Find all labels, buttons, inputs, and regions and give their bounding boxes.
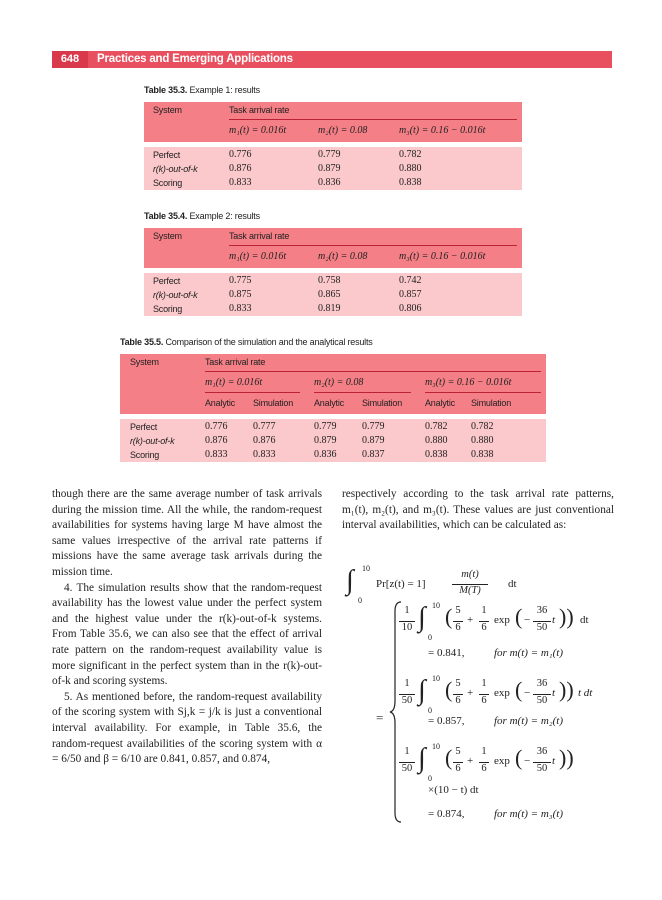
right-column-text <box>342 487 614 534</box>
table1-header <box>144 102 522 142</box>
equation-term: Pr[z(t) = 1] <box>376 578 426 590</box>
table2-rate-header: Task arrival rate <box>229 231 290 241</box>
variable-t: t <box>552 687 556 699</box>
equation-term: t dt <box>578 687 593 699</box>
running-header-title: Practices and Emerging Applications <box>97 53 293 65</box>
exp-term: exp <box>494 614 510 626</box>
equation-term: dt <box>580 614 589 626</box>
table1-cell: 0.879 <box>318 163 341 174</box>
equation-term: ×(10 − t) dt <box>428 784 479 796</box>
result-value: = 0.857, <box>428 715 465 727</box>
table3-cell: 0.837 <box>362 449 385 460</box>
table2-row-label: r(k)-out-of-k <box>153 290 198 300</box>
table1-system-header: System <box>153 105 182 115</box>
table1-row-label: r(k)-out-of-k <box>153 164 198 174</box>
table3-subheader-simulation: Simulation <box>471 398 512 408</box>
fraction-denominator: 6 <box>455 622 461 633</box>
page-number: 648 <box>52 51 88 68</box>
table3-subheader-simulation: Simulation <box>253 398 294 408</box>
left-brace <box>389 601 403 823</box>
table1-cell: 0.880 <box>399 163 422 174</box>
table1-caption: Table 35.3. Example 1: results <box>144 85 260 95</box>
table3-subheader-analytic: Analytic <box>314 398 344 408</box>
table3-cell: 0.876 <box>205 435 228 446</box>
table1-col-m3: m₃(t) = 0.16 − 0.016t <box>399 125 486 136</box>
table2-cell: 0.875 <box>229 289 252 300</box>
fraction-denominator: 50 <box>536 763 548 774</box>
table3-cell: 0.880 <box>425 435 448 446</box>
result-value: = 0.841, <box>428 647 465 659</box>
integral-lower: 0 <box>428 774 432 783</box>
table1-cell: 0.776 <box>229 149 252 160</box>
table3-subheader-analytic: Analytic <box>205 398 235 408</box>
table3-caption: Table 35.5. Comparison of the simulation and the analytical results <box>120 337 373 347</box>
table3-cell: 0.833 <box>253 449 276 460</box>
table3-cell: 0.838 <box>471 449 494 460</box>
table3-row-label: Scoring <box>130 450 160 460</box>
fraction-numerator: 1 <box>404 746 410 757</box>
table3-cell: 0.879 <box>314 435 337 446</box>
integral-lower: 0 <box>428 633 432 642</box>
fraction-denominator: 50 <box>536 695 548 706</box>
table2-row-label: Scoring <box>153 304 183 314</box>
fraction-denominator: 6 <box>481 763 487 774</box>
result-condition: for m(t) = m₃(t) <box>494 808 563 820</box>
table1-row-label: Scoring <box>153 178 183 188</box>
table3-cell: 0.836 <box>314 449 337 460</box>
table3-system-header: System <box>130 357 159 367</box>
exp-term: exp <box>494 687 510 699</box>
paragraph: respectively according to the task arrival rate patterns, m₁(t), m₂(t), and m₃(t). These values are just conventional interval availabilities, which can be calculated as: <box>342 488 614 532</box>
table2-cell: 0.758 <box>318 275 341 286</box>
table2-caption: Table 35.4. Example 2: results <box>144 211 260 221</box>
table3-row-label: r(k)-out-of-k <box>130 436 175 446</box>
table2-cell: 0.865 <box>318 289 341 300</box>
table3-cell: 0.879 <box>362 435 385 446</box>
paragraph: 5. As mentioned before, the random-request availability of the scoring system with Sj,k = j/k is just a conventional interval availability. For example, in Table 35.6, the random-request availabilities of the scoring system with α = 6/50 and β = 6/10 are 0.841, 0.857, and 0.874, <box>52 690 322 766</box>
table3-cell: 0.782 <box>425 421 448 432</box>
table2-header <box>144 228 522 268</box>
fraction-numerator: 5 <box>455 605 461 616</box>
table3-cell: 0.776 <box>205 421 228 432</box>
result-value: = 0.874, <box>428 808 465 820</box>
integral-sign: ∫ <box>418 743 426 774</box>
table3-cell: 0.777 <box>253 421 276 432</box>
fraction-numerator: 1 <box>481 678 487 689</box>
table3-col-m1: m₁(t) = 0.016t <box>205 377 263 388</box>
fraction-denominator: M(T) <box>459 585 481 596</box>
table3-row-label: Perfect <box>130 422 158 432</box>
fraction-numerator: 1 <box>404 678 410 689</box>
variable-t: t <box>552 614 556 626</box>
integral-upper: 10 <box>362 564 370 573</box>
table1-rate-header: Task arrival rate <box>229 105 290 115</box>
table3-col-m2: m₂(t) = 0.08 <box>314 377 364 388</box>
table2-row-label: Perfect <box>153 276 181 286</box>
integral-sign: ∫ <box>346 565 354 596</box>
fraction-numerator: 1 <box>481 746 487 757</box>
table1-cell: 0.833 <box>229 177 252 188</box>
left-column-text <box>52 487 322 768</box>
integral-sign: ∫ <box>418 602 426 633</box>
table1-row-label: Perfect <box>153 150 181 160</box>
table3-cell: 0.880 <box>471 435 494 446</box>
integral-sign: ∫ <box>418 675 426 706</box>
variable-t: t <box>552 755 556 767</box>
table1-cell: 0.779 <box>318 149 341 160</box>
result-condition: for m(t) = m₁(t) <box>494 647 563 659</box>
table3-col-m3: m₃(t) = 0.16 − 0.016t <box>425 377 512 388</box>
integral-upper: 10 <box>432 601 440 610</box>
fraction-numerator: 36 <box>536 605 548 616</box>
integral-lower: 0 <box>428 706 432 715</box>
table3-subheader-simulation: Simulation <box>362 398 403 408</box>
table3-subheader-analytic: Analytic <box>425 398 455 408</box>
table2-cell: 0.806 <box>399 303 422 314</box>
table2-col-m1: m₁(t) = 0.016t <box>229 251 287 262</box>
table3-cell: 0.838 <box>425 449 448 460</box>
fraction-numerator: m(t) <box>461 569 479 580</box>
fraction-numerator: 36 <box>536 678 548 689</box>
integral-upper: 10 <box>432 674 440 683</box>
fraction-numerator: 5 <box>455 678 461 689</box>
table2-cell: 0.742 <box>399 275 422 286</box>
exp-term: exp <box>494 755 510 767</box>
integral-lower: 0 <box>358 596 362 605</box>
table2-cell: 0.775 <box>229 275 252 286</box>
paragraph: 4. The simulation results show that the random-request availability has the lowest value under the perfect system and the highest value under the r(k)-out-of-k systems. From Table 35.6, we can also see that the effect of arrival rate pattern on the random-request availability value is more significant in the perfect system than in the r(k)-out-of-k and scoring systems. <box>52 581 322 688</box>
table2-cell: 0.833 <box>229 303 252 314</box>
fraction-numerator: 1 <box>481 605 487 616</box>
fraction-denominator: 6 <box>455 695 461 706</box>
table2-col-m2: m₂(t) = 0.08 <box>318 251 368 262</box>
fraction-denominator: 10 <box>401 622 413 633</box>
equals-sign: = <box>376 710 384 725</box>
table2-col-m3: m₃(t) = 0.16 − 0.016t <box>399 251 486 262</box>
table1-cell: 0.836 <box>318 177 341 188</box>
result-condition: for m(t) = m₂(t) <box>494 715 563 727</box>
fraction-denominator: 50 <box>536 622 548 633</box>
table1-cell: 0.782 <box>399 149 422 160</box>
table2-cell: 0.857 <box>399 289 422 300</box>
table3-cell: 0.876 <box>253 435 276 446</box>
fraction-numerator: 36 <box>536 746 548 757</box>
fraction-denominator: 6 <box>481 622 487 633</box>
table1-col-m2: m₂(t) = 0.08 <box>318 125 368 136</box>
integral-upper: 10 <box>432 742 440 751</box>
paragraph: though there are the same average number of task arrivals during the mission time. All the while, the random-request availabilities for systems having large M have almost the same values irrespective of the arrival rate patterns if missions have the same average task arrivals during the mission time. <box>52 488 322 578</box>
fraction-denominator: 6 <box>455 763 461 774</box>
table3-cell: 0.779 <box>362 421 385 432</box>
table1-cell: 0.838 <box>399 177 422 188</box>
table1-col-m1: m₁(t) = 0.016t <box>229 125 287 136</box>
table2-system-header: System <box>153 231 182 241</box>
table3-cell: 0.833 <box>205 449 228 460</box>
table2-cell: 0.819 <box>318 303 341 314</box>
fraction-denominator: 50 <box>401 695 413 706</box>
fraction-denominator: 6 <box>481 695 487 706</box>
table3-rate-header: Task arrival rate <box>205 357 266 367</box>
left-paren: ( <box>445 604 453 629</box>
fraction-denominator: 50 <box>401 763 413 774</box>
table3-cell: 0.782 <box>471 421 494 432</box>
table1-cell: 0.876 <box>229 163 252 174</box>
equation-term: dt <box>508 578 517 590</box>
table3-cell: 0.779 <box>314 421 337 432</box>
fraction-numerator: 1 <box>404 605 410 616</box>
fraction-numerator: 5 <box>455 746 461 757</box>
